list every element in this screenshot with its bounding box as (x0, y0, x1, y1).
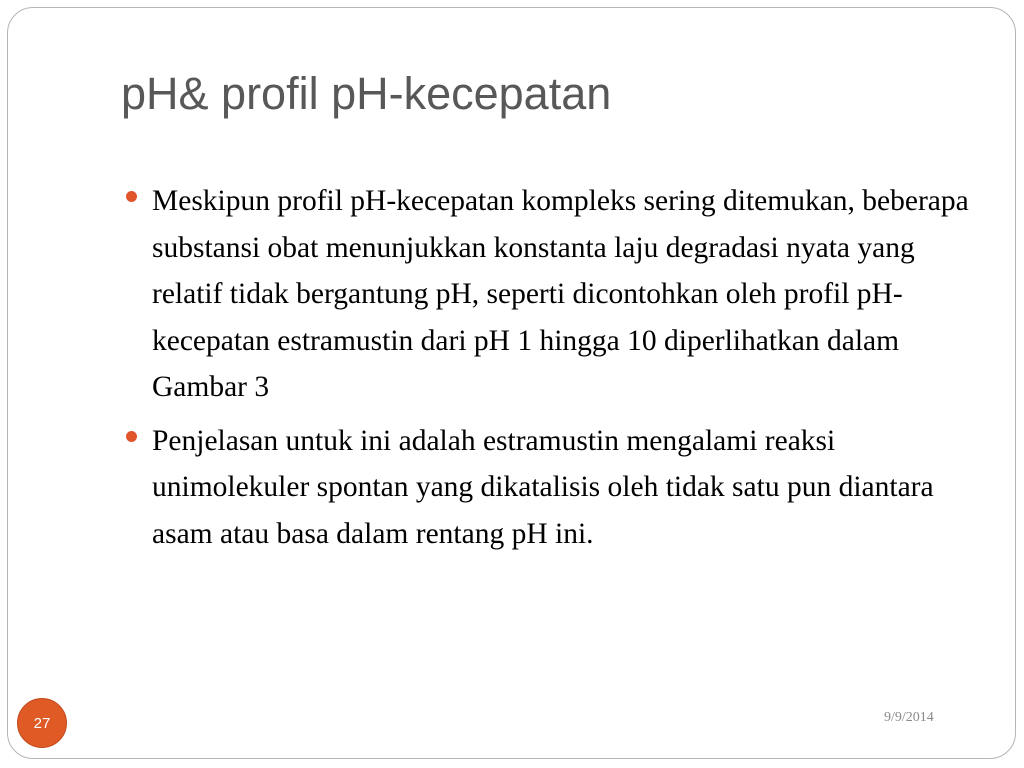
bullet-text: Penjelasan untuk ini adalah estramustin mengalami reaksi unimolekuler spontan yang dikatalisis oleh tidak satu pun diantara asam atau basa dalam rentang pH ini. (152, 424, 934, 550)
bullet-dot-icon (126, 191, 137, 202)
slide-date: 9/9/2014 (884, 710, 934, 725)
bullet-item (126, 178, 976, 411)
bullet-item (126, 418, 976, 558)
bullet-text: Meskipun profil pH-kecepatan kompleks sering ditemukan, beberapa substansi obat menunjukkan konstanta laju degradasi nyata yang relatif tidak bergantung pH, seperti dicontohkan oleh profil pH-kecepatan estramustin dari pH 1 hingga 10 diperlihatkan dalam Gambar 3 (152, 185, 969, 403)
slide-number-badge: 27 (17, 698, 67, 748)
slide-title: pH& profil pH-kecepatan (121, 68, 612, 119)
bullet-list (126, 178, 976, 564)
slide-frame (7, 7, 1016, 759)
bullet-dot-icon (126, 431, 137, 442)
